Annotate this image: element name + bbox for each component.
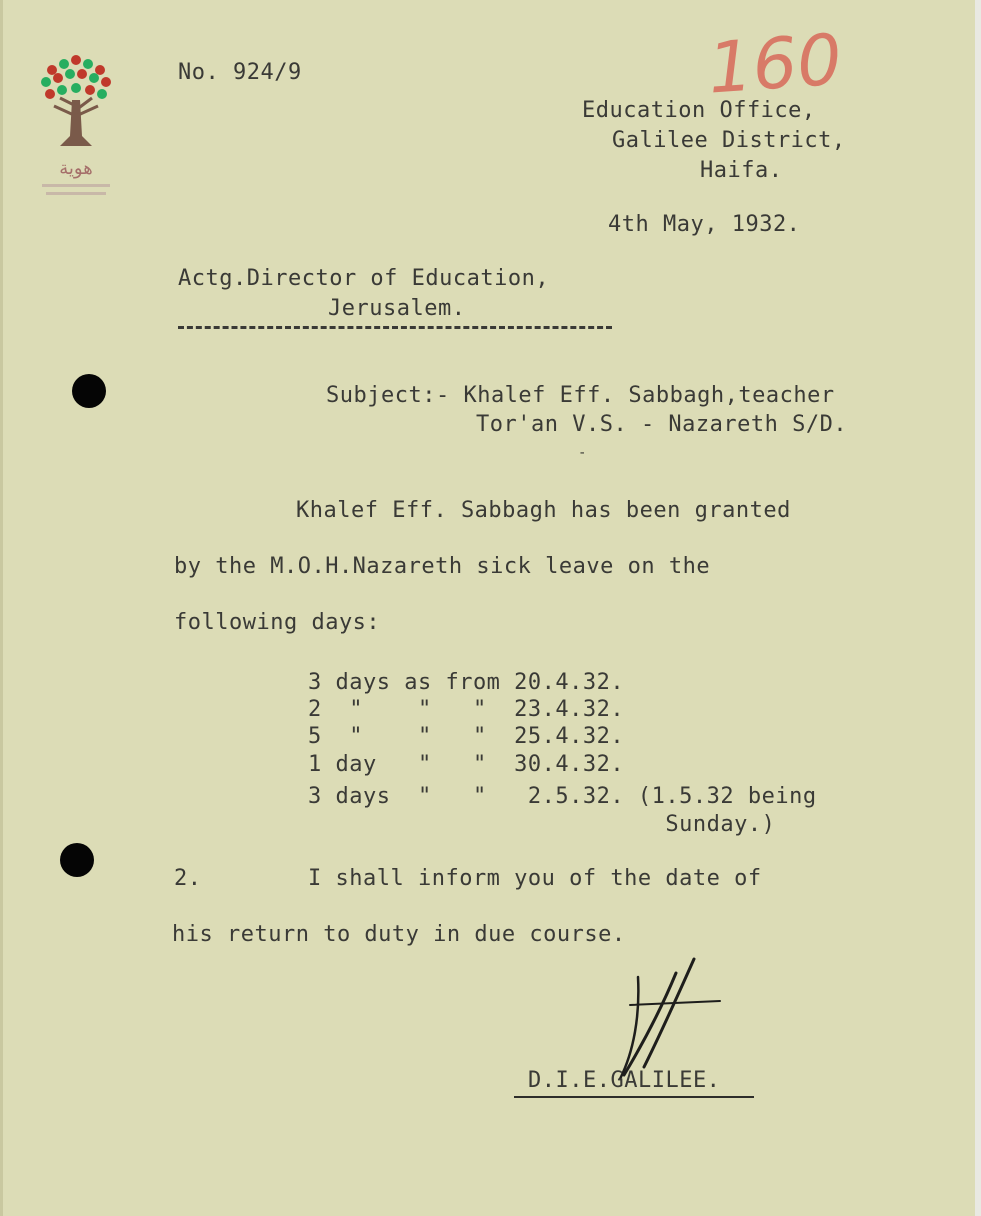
paragraph-2-line-1: I shall inform you of the date of <box>308 866 762 891</box>
page-left-edge <box>0 0 3 1216</box>
page-right-edge <box>975 0 981 1216</box>
folio-number: 160 <box>705 18 845 110</box>
handwritten-signature <box>590 955 730 1085</box>
body-line-2: by the M.O.H.Nazareth sick leave on the <box>174 554 711 579</box>
subject-line-1: Subject:- Khalef Eff. Sabbagh,teacher <box>326 383 835 408</box>
subject-line-2: Tor'an V.S. - Nazareth S/D. <box>476 412 848 437</box>
sender-address-line-3: Haifa. <box>700 158 783 183</box>
leave-entry-5-continued: Sunday.) <box>308 812 776 837</box>
body-line-1: Khalef Eff. Sabbagh has been granted <box>296 498 791 523</box>
recipient-underline <box>178 326 612 335</box>
leave-entry-1: 3 days as from 20.4.32. <box>308 670 625 695</box>
recipient-line-2: Jerusalem. <box>328 296 466 321</box>
sender-address-line-1: Education Office, <box>582 98 816 123</box>
sender-address-line-2: Galilee District, <box>612 128 846 153</box>
archive-tree-logo <box>30 50 122 210</box>
punch-hole-bottom <box>60 843 94 877</box>
recipient-line-1: Actg.Director of Education, <box>178 266 550 291</box>
svg-text:هوية: هوية <box>59 158 93 179</box>
signature-underline <box>514 1096 754 1098</box>
tree-trunk <box>60 100 92 146</box>
paragraph-2-line-2: his return to duty in due course. <box>172 922 626 947</box>
reference-number: No. 924/9 <box>178 60 302 85</box>
tree-canopy-dots <box>41 55 111 99</box>
leave-entry-3: 5 " " " 25.4.32. <box>308 724 625 749</box>
body-line-3: following days: <box>174 610 381 635</box>
subject-mark: - <box>578 445 587 461</box>
leave-entry-4: 1 day " " 30.4.32. <box>308 752 625 777</box>
signatory: D.I.E.GALILEE. <box>528 1068 721 1093</box>
punch-hole-top <box>72 374 106 408</box>
leave-entry-5: 3 days " " 2.5.32. (1.5.32 being <box>308 784 817 809</box>
letter-date: 4th May, 1932. <box>608 212 801 237</box>
leave-entry-2: 2 " " " 23.4.32. <box>308 697 625 722</box>
paragraph-2-number: 2. <box>174 866 202 891</box>
